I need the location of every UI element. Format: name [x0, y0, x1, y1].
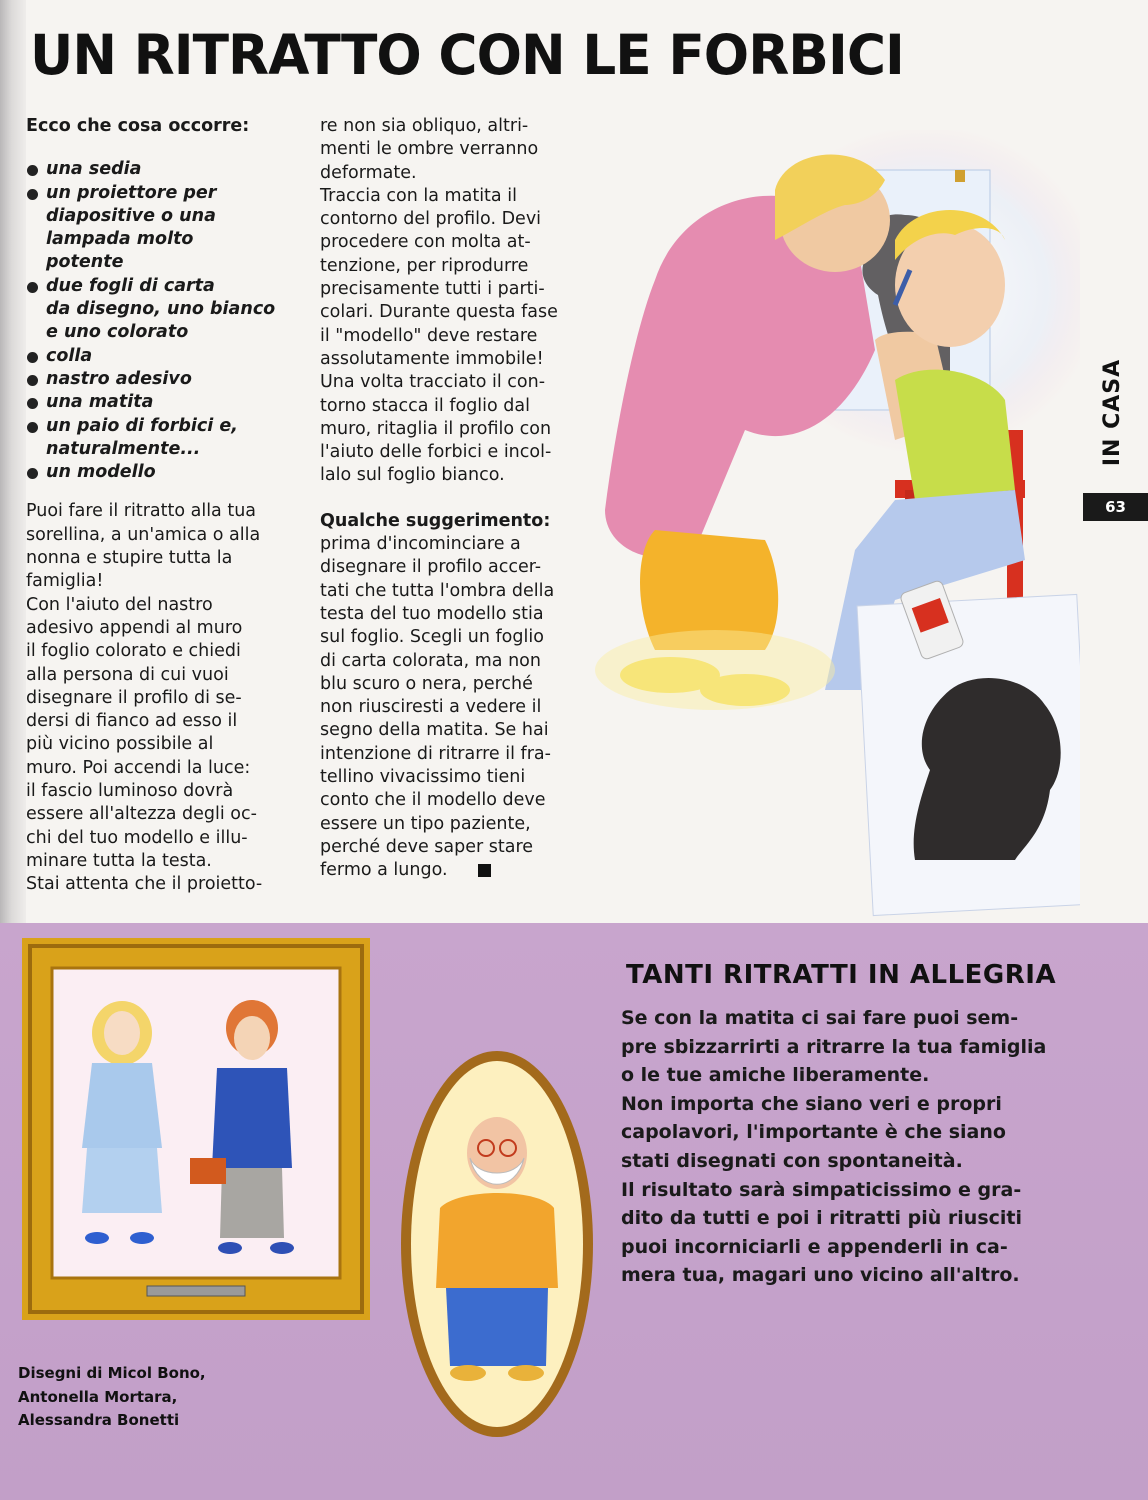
text-line: precisamente tutti i parti- — [320, 279, 545, 300]
floor-light — [595, 630, 835, 710]
bullet-icon — [27, 189, 38, 200]
briefcase-icon — [190, 1158, 226, 1184]
column-2 — [320, 115, 574, 883]
text-line: lalo sul foglio bianco. — [320, 465, 505, 486]
material-item-continued: da disegno, uno bianco — [46, 299, 276, 320]
text-line: minare tutta la testa. — [26, 850, 212, 871]
material-item-continued: naturalmente... — [46, 438, 201, 459]
text-line: disegnare il profilo accer- — [320, 557, 542, 578]
section-tab — [1083, 350, 1143, 475]
woman-shoe — [85, 1232, 109, 1244]
text-line: colari. Durante questa fase — [320, 302, 558, 323]
material-item: una matita — [26, 391, 276, 414]
text-line: testa del tuo modello stia — [320, 603, 544, 624]
text-line: non riusciresti a vedere il — [320, 697, 542, 718]
gold-frame-drawing — [22, 938, 370, 1320]
text-line: contorno del profilo. Devi — [320, 209, 542, 230]
page-title: UN RITRATTO CON LE FORBICI — [30, 23, 904, 87]
credit-line: Disegni di Micol Bono, — [18, 1364, 206, 1382]
text-line: puoi incorniciarli e appenderli in ca- — [621, 1235, 1008, 1258]
text-line: Una volta tracciato il con- — [320, 372, 546, 393]
frame-plaque — [147, 1286, 245, 1296]
materials-list — [26, 158, 276, 484]
man-trousers — [220, 1168, 284, 1238]
material-item: un paio di forbici e, — [26, 415, 276, 438]
text-line: mera tua, magari uno vicino all'altro. — [621, 1264, 1020, 1287]
bullet-icon — [27, 468, 38, 479]
text-line-last: fermo a lungo. — [320, 859, 574, 882]
text-line: assolutamente immobile! — [320, 348, 544, 369]
grandpa-sweater — [436, 1193, 558, 1288]
illustration-credits — [18, 1362, 206, 1433]
bullet-icon — [27, 165, 38, 176]
oval-frame-drawing — [398, 1048, 596, 1440]
man-shoe — [218, 1242, 242, 1254]
text-line: procedere con molta at- — [320, 232, 531, 253]
woman-face — [104, 1011, 140, 1055]
text-line: essere un tipo paziente, — [320, 813, 531, 834]
material-item: un modello — [26, 461, 276, 484]
text-line: o le tue amiche liberamente. — [621, 1064, 930, 1087]
text-line: Con l'aiuto del nastro — [26, 594, 213, 615]
text-line: tenzione, per riprodurre — [320, 255, 529, 276]
bullet-icon — [27, 282, 38, 293]
credit-line: Alessandra Bonetti — [18, 1411, 180, 1429]
text-line: Traccia con la matita il — [320, 185, 517, 206]
girl-tracing-illustration — [595, 130, 1080, 920]
text-line: il "modello" deve restare — [320, 325, 538, 346]
text-line: adesivo appendi al muro — [26, 617, 243, 638]
materials-heading: Ecco che cosa occorre: — [26, 116, 250, 136]
tape-icon — [955, 170, 965, 182]
box-body — [621, 1004, 1068, 1290]
text-line: re non sia obliquo, altri- — [320, 116, 529, 136]
text-line: capolavori, l'importante è che siano — [621, 1121, 1006, 1144]
text-line: blu scuro o nera, perché — [320, 673, 533, 694]
box-title: TANTI RITRATTI IN ALLEGRIA — [626, 960, 1057, 990]
text-line: dersi di fianco ad esso il — [26, 711, 238, 732]
text-line: Stai attenta che il proietto- — [26, 874, 263, 895]
bullet-icon — [27, 375, 38, 386]
text-line: prima d'incominciare a — [320, 534, 521, 555]
text-line: menti le ombre verranno — [320, 139, 539, 160]
text-line: disegnare il profilo di se- — [26, 687, 242, 708]
man-shoe — [270, 1242, 294, 1254]
page-number: 63 — [1083, 493, 1148, 521]
end-mark-icon — [478, 864, 491, 877]
man-jacket — [212, 1068, 292, 1168]
grandpa-shoe — [508, 1365, 544, 1381]
material-item-continued: lampada molto potente — [46, 229, 194, 273]
text-line: il foglio colorato e chiedi — [26, 641, 241, 662]
grandpa-trousers — [446, 1288, 548, 1366]
woman-dress — [82, 1063, 162, 1148]
material-item-continued: diapositive o una — [46, 205, 216, 226]
bullet-icon — [27, 352, 38, 363]
bullet-icon — [27, 398, 38, 409]
text-line: torno stacca il foglio dal — [320, 395, 530, 416]
grandpa-shoe — [450, 1365, 486, 1381]
text-line: deformate. — [320, 162, 417, 183]
material-item: colla — [26, 345, 276, 368]
suggestion-heading: Qualche suggerimento: — [320, 510, 551, 531]
text-line: Se con la matita ci sai fare puoi sem- — [621, 1007, 1019, 1029]
text-line: essere all'altezza degli oc- — [26, 804, 257, 825]
text-line: famiglia! — [26, 571, 104, 592]
material-item-continued: e uno colorato — [46, 322, 189, 343]
text-line: il fascio luminoso dovrà — [26, 781, 234, 802]
material-item: una sedia — [26, 158, 276, 181]
text-line: sorellina, a un'amica o alla — [26, 524, 261, 545]
section-tab-label: IN CASA — [1100, 358, 1126, 467]
text-line: tati che tutta l'ombra della — [320, 580, 555, 601]
text-line: sul foglio. Scegli un foglio — [320, 627, 544, 648]
text-line: di carta colorata, ma non — [320, 650, 541, 671]
text-line: più vicino possibile al — [26, 734, 214, 755]
text-line: muro, ritaglia il profilo con — [320, 418, 552, 439]
text-line: intenzione di ritrarre il fra- — [320, 743, 551, 764]
text-line: Puoi fare il ritratto alla tua — [26, 501, 257, 522]
text-line: nonna e stupire tutta la — [26, 548, 233, 569]
man-face — [234, 1016, 270, 1060]
text-line: tellino vivacissimo tieni — [320, 767, 526, 788]
text-line: segno della matita. Se hai — [320, 720, 549, 741]
woman-shoe — [130, 1232, 154, 1244]
text-line: muro. Poi accendi la luce: — [26, 757, 251, 778]
woman-skirt — [82, 1148, 162, 1213]
text-line: chi del tuo modello e illu- — [26, 827, 248, 848]
text-line: conto che il modello deve — [320, 790, 546, 811]
text-line: Il risultato sarà simpaticissimo e gra- — [621, 1178, 1022, 1201]
text-line: perché deve saper stare — [320, 836, 534, 857]
material-item: due fogli di carta — [26, 275, 276, 298]
bullet-icon — [27, 422, 38, 433]
column-1-body — [26, 500, 276, 896]
material-item: nastro adesivo — [26, 368, 276, 391]
text-line: stati disegnati con spontaneità. — [621, 1149, 963, 1172]
text-line: l'aiuto delle forbici e incol- — [320, 442, 552, 463]
material-item: un proiettore per — [26, 182, 276, 205]
text-line: pre sbizzarrirti a ritrarre la tua famiglia — [621, 1035, 1047, 1058]
text-line: Non importa che siano veri e propri — [621, 1092, 1002, 1115]
credit-line: Antonella Mortara, — [18, 1387, 178, 1406]
column-1 — [26, 115, 276, 897]
text-line: dito da tutti e poi i ritratti più riusciti — [621, 1207, 1023, 1230]
text-line: alla persona di cui vuoi — [26, 664, 229, 685]
